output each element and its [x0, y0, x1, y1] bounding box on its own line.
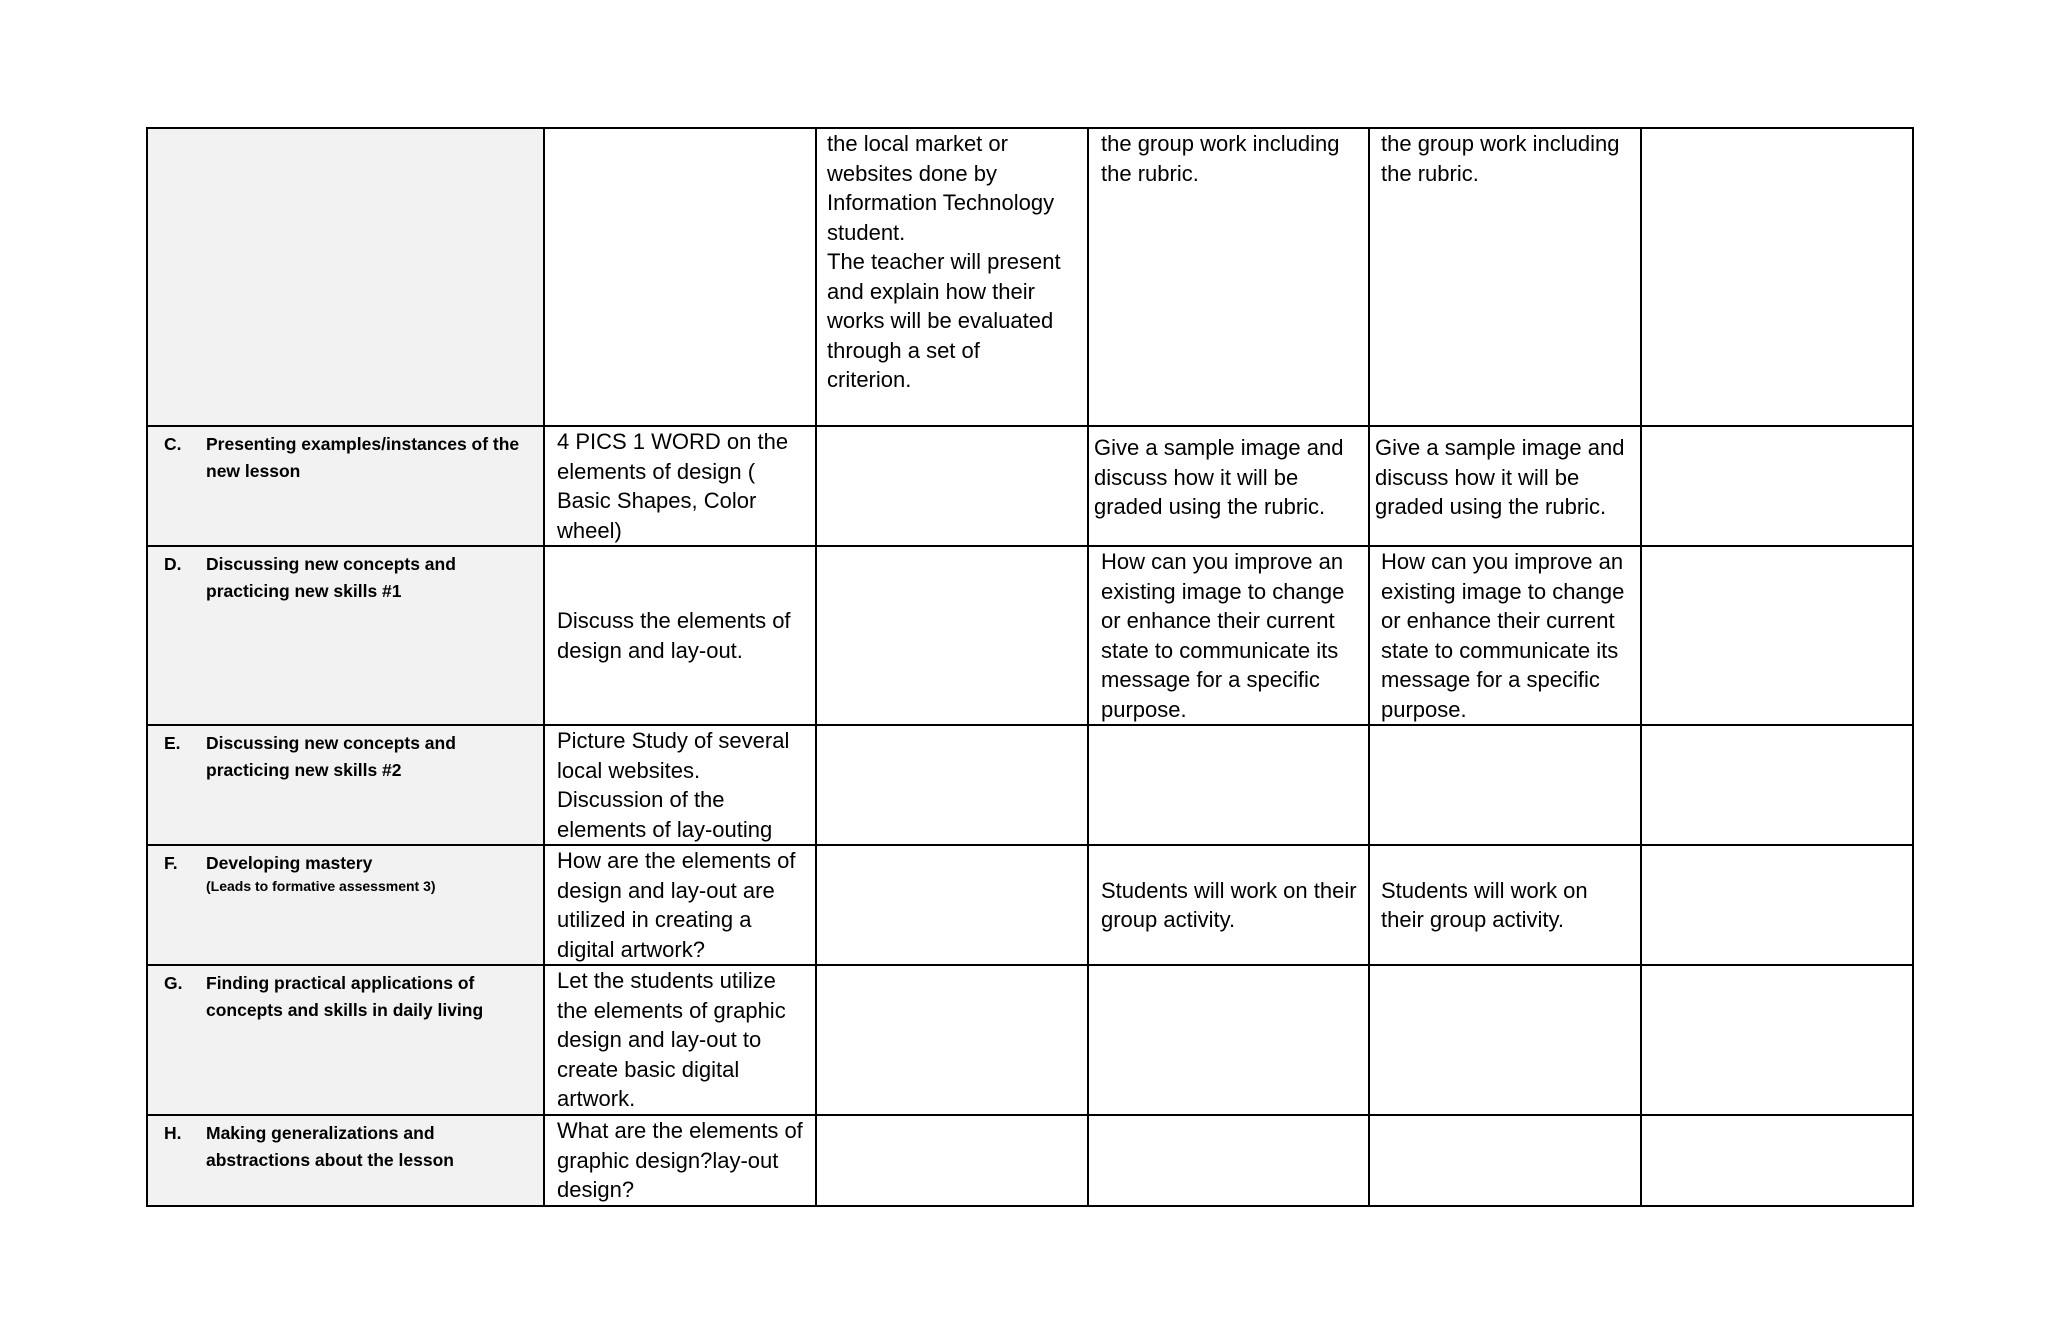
cell-text: Discuss the elements of design and lay-out.: [557, 608, 791, 663]
row-letter: H.: [164, 1123, 182, 1143]
day-cell-empty: [1641, 965, 1913, 1115]
cell-text: What are the elements of graphic design?lay-out design?: [557, 1118, 803, 1202]
cell-line: The teacher will present: [827, 249, 1061, 274]
day-cell: [1088, 128, 1369, 426]
procedure-cell: [544, 1115, 816, 1206]
cell-line: the group work including: [1381, 131, 1620, 156]
row-label-cell: [147, 965, 544, 1115]
cell-line: criterion.: [827, 367, 912, 392]
procedure-cell: [544, 546, 816, 725]
day-cell-empty: [816, 1115, 1088, 1206]
day-cell-empty: [1088, 1115, 1369, 1206]
row-letter: F.: [164, 853, 178, 873]
day-cell-empty: [1088, 965, 1369, 1115]
row-letter: G.: [164, 973, 183, 993]
day-cell-empty: [816, 725, 1088, 845]
procedure-cell-empty: [544, 128, 816, 426]
day-cell-empty: [816, 845, 1088, 965]
cell-line: works will be evaluated: [827, 308, 1054, 333]
table-row: [147, 426, 1913, 546]
row-label: Presenting examples/instances of the new lesson: [206, 434, 520, 481]
day-cell-empty: [1369, 965, 1641, 1115]
day-cell: [1369, 546, 1641, 725]
day-cell-empty: [816, 546, 1088, 725]
procedure-cell: [544, 965, 816, 1115]
cell-text: Students will work on their group activity.: [1101, 877, 1357, 932]
cell-line: the group work including: [1101, 131, 1340, 156]
cell-line: the rubric.: [1101, 160, 1199, 186]
day-cell: [1088, 546, 1369, 725]
row-label-cell: [147, 725, 544, 845]
procedure-cell: [544, 845, 816, 965]
lesson-plan-table: [146, 127, 1914, 1207]
row-label: Discussing new concepts and practicing new skills #2: [206, 733, 456, 780]
row-label-cell: [147, 845, 544, 965]
row-label: Finding practical applications of concepts and skills in daily living: [206, 973, 484, 1020]
row-label-cell: [147, 426, 544, 546]
row-letter: D.: [164, 554, 182, 574]
day-cell-empty: [1641, 426, 1913, 546]
cell-line: student.: [827, 219, 906, 245]
table-row: [147, 965, 1913, 1115]
day-cell: [1369, 845, 1641, 965]
day-cell-empty: [1641, 845, 1913, 965]
cell-line: and explain how their: [827, 278, 1035, 304]
row-label-cell: [147, 546, 544, 725]
cell-line: Information Technology: [827, 190, 1055, 215]
cell-text: How are the elements of design and lay-out are utilized in creating a digital artwork?: [557, 848, 796, 962]
cell-line: the local market or: [827, 131, 1008, 156]
row-label: Developing mastery: [206, 853, 373, 873]
day-cell-empty: [1088, 725, 1369, 845]
cell-text: Let the students utilize the elements of graphic design and lay-out to create basic digital artwork.: [557, 968, 786, 1111]
cell-text: Give a sample image and discuss how it will be graded using the rubric.: [1094, 435, 1344, 519]
day-cell: [1088, 426, 1369, 546]
cell-text: 4 PICS 1 WORD on the elements of design ( Basic Shapes, Color wheel): [557, 429, 789, 543]
label-cell-empty: [147, 128, 544, 426]
day-cell: [1369, 128, 1641, 426]
row-label: Making generalizations and abstractions about the lesson: [206, 1123, 454, 1170]
day-cell: [816, 128, 1088, 426]
table-row: [147, 546, 1913, 725]
table-row: [147, 1115, 1913, 1206]
day-cell-empty: [1641, 546, 1913, 725]
row-letter: C.: [164, 434, 182, 454]
cell-text: Give a sample image and discuss how it will be graded using the rubric.: [1375, 435, 1625, 519]
day-cell-empty: [1369, 1115, 1641, 1206]
cell-line: the rubric.: [1381, 160, 1479, 186]
day-cell-empty: [816, 426, 1088, 546]
row-label: Discussing new concepts and practicing new skills #1: [206, 554, 456, 601]
day-cell-empty: [816, 965, 1088, 1115]
day-cell-empty: [1641, 1115, 1913, 1206]
table-row: [147, 725, 1913, 845]
day-cell-empty: [1369, 725, 1641, 845]
day-cell: [1369, 426, 1641, 546]
day-cell: [1088, 845, 1369, 965]
table-row: [147, 845, 1913, 965]
day-cell-empty: [1641, 128, 1913, 426]
procedure-cell: [544, 725, 816, 845]
day-cell-empty: [1641, 725, 1913, 845]
row-letter: E.: [164, 733, 181, 753]
procedure-cell: [544, 426, 816, 546]
table-row-continued: [147, 128, 1913, 426]
cell-text: How can you improve an existing image to change or enhance their current state to communicate its message for a specific purpose.: [1381, 549, 1625, 722]
cell-line: through a set of: [827, 337, 980, 363]
cell-text: Students will work on their group activity.: [1381, 877, 1588, 932]
row-sublabel: (Leads to formative assessment 3): [206, 878, 436, 894]
cell-text: Picture Study of several local websites. Discussion of the elements of lay-outing: [557, 728, 790, 842]
cell-line: websites done by: [827, 160, 997, 186]
cell-text: How can you improve an existing image to change or enhance their current state to communicate its message for a specific purpose.: [1101, 549, 1345, 722]
row-label-cell: [147, 1115, 544, 1206]
